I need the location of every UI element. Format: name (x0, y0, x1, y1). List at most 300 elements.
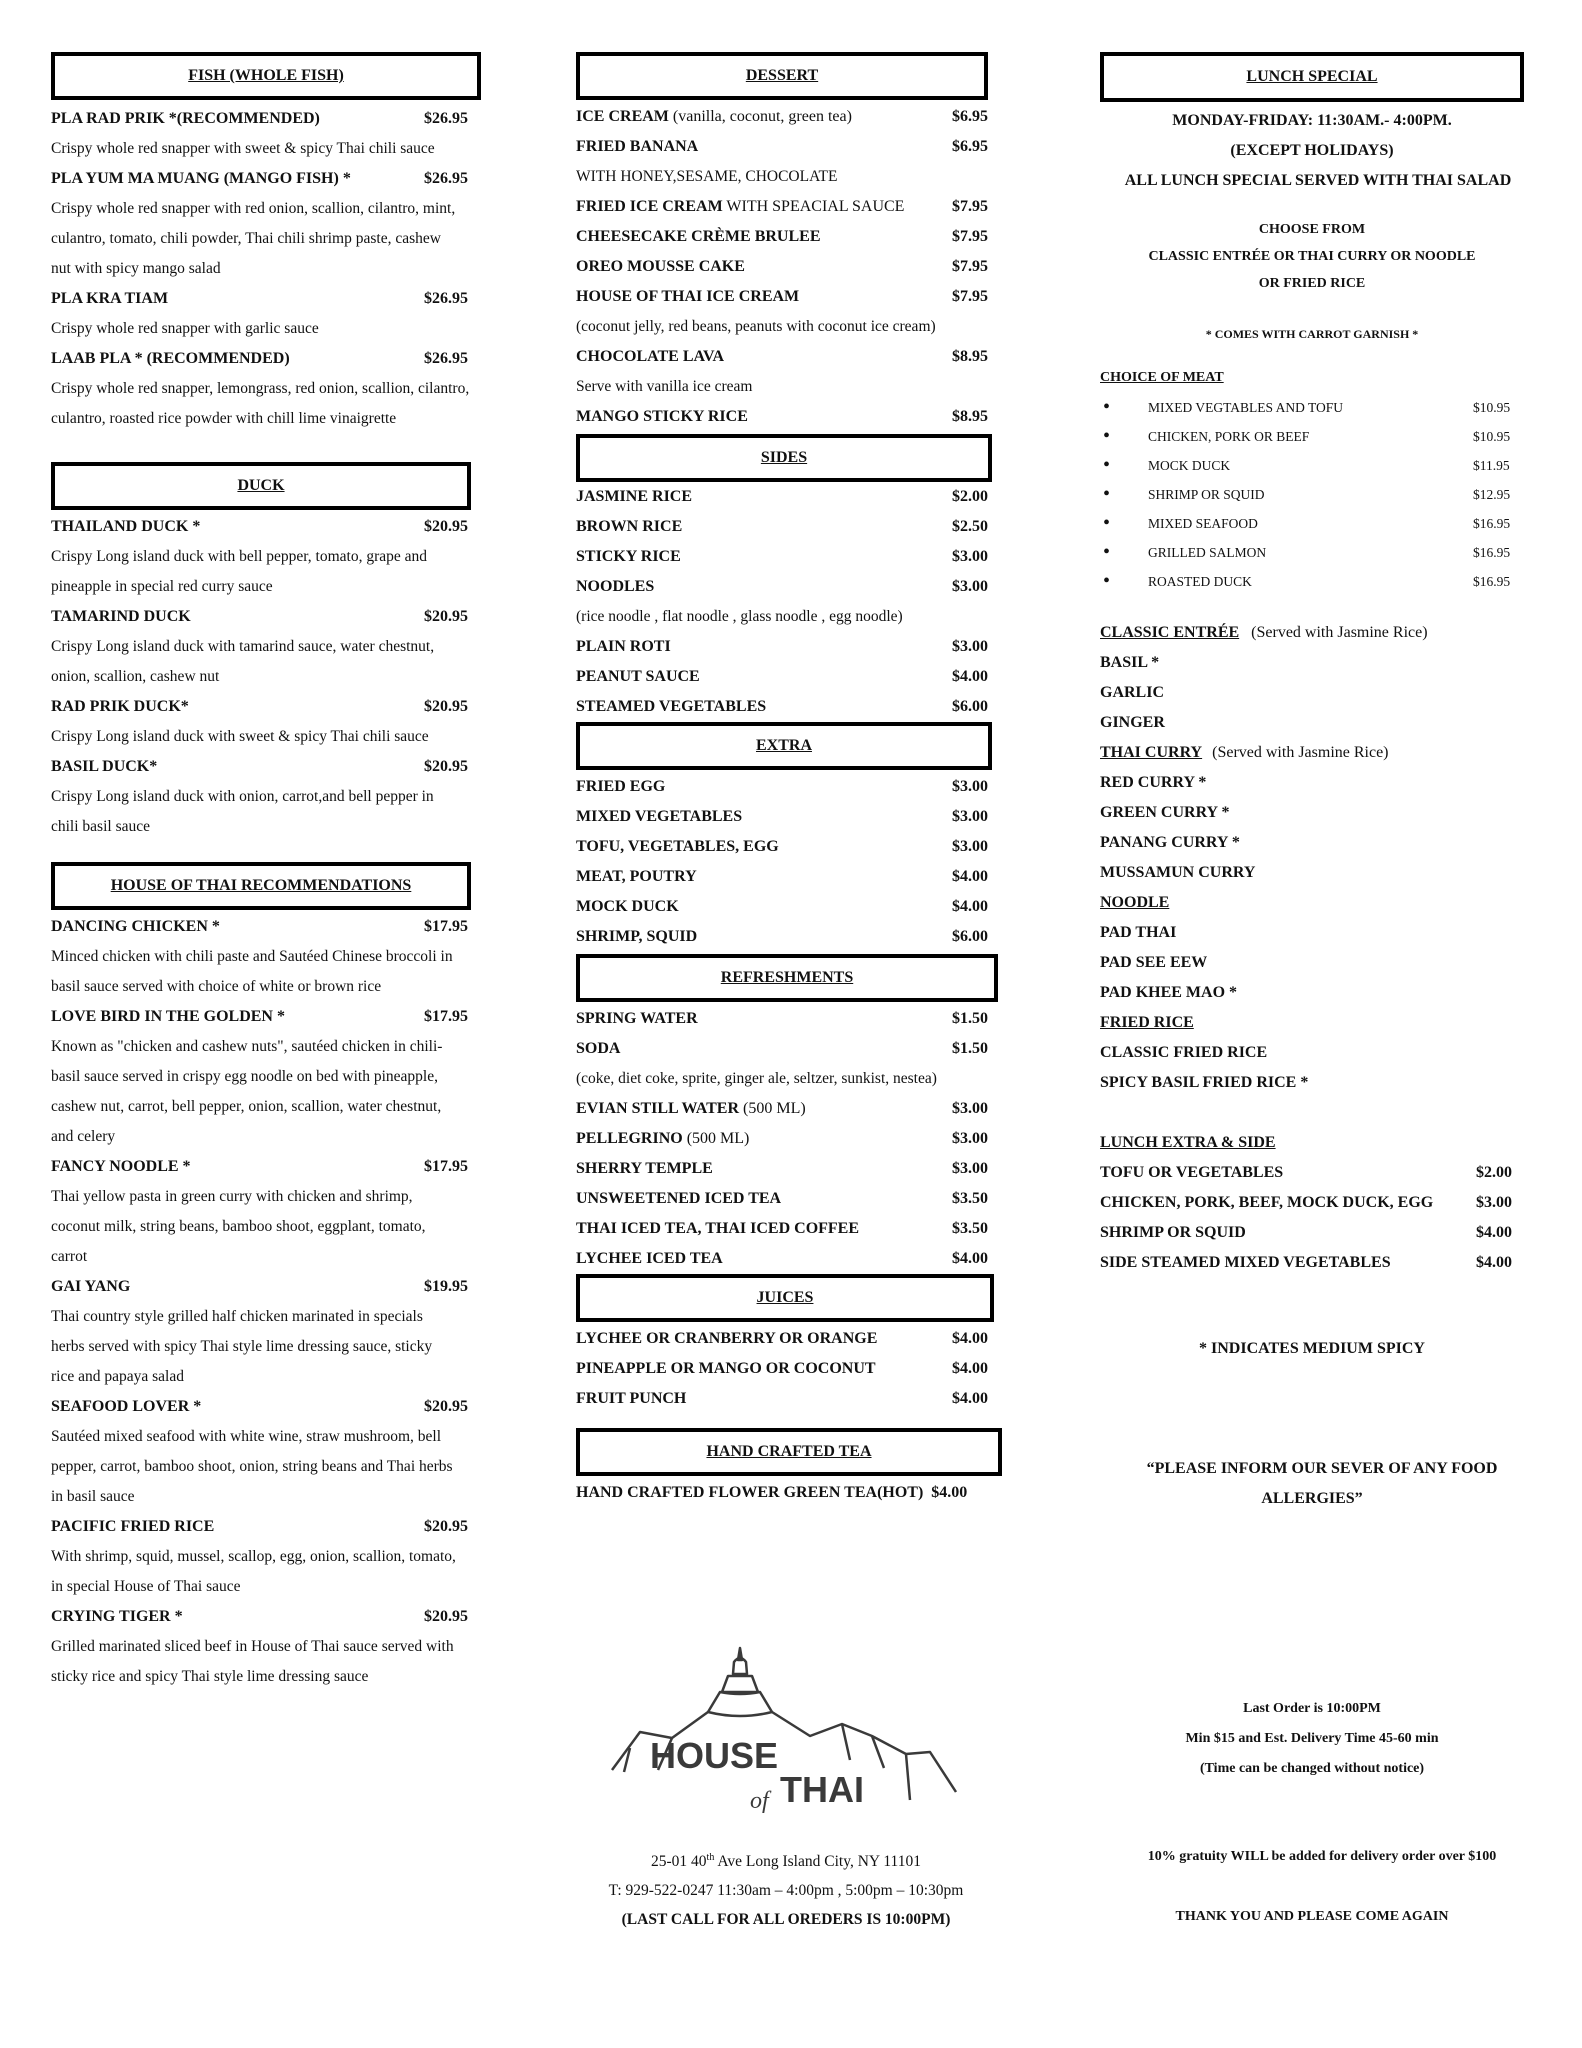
menu-item-note: (vanilla, coconut, green tea) (668, 108, 852, 125)
gratuity-note: 10% gratuity WILL be added for delivery order over $100 (1147, 1849, 1497, 1864)
menu-item-row (576, 222, 988, 252)
menu-item-name: LYCHEE ICED TEA (576, 1250, 723, 1267)
menu-item-row (51, 512, 501, 542)
juices-header: JUICES (576, 1274, 994, 1322)
menu-item-name: BROWN RICE (576, 518, 683, 535)
menu-item-row (51, 1602, 501, 1632)
menu-item-description: WITH HONEY,SESAME, CHOCOLATE (576, 168, 838, 185)
lunch-option-name: BASIL * (1100, 654, 1160, 671)
sides-header: SIDES (576, 434, 992, 482)
lunch-option (1100, 1038, 1520, 1068)
menu-item-price: $17.95 (424, 918, 468, 935)
address-line (576, 1852, 996, 1871)
lunch-choose: CHOOSE FROM (1258, 222, 1366, 237)
meat-option (1100, 393, 1520, 422)
menu-item-row (576, 282, 988, 312)
menu-item-description: in basil sauce (51, 1488, 135, 1505)
menu-item-price: $3.00 (952, 1160, 988, 1177)
lunch-hours: MONDAY-FRIDAY: 11:30AM.- 4:00PM. (1172, 112, 1452, 129)
noodle-title-row (1100, 888, 1520, 918)
dessert-header: DESSERT (576, 52, 988, 100)
lunch-option-name: MUSSAMUN CURRY (1100, 864, 1256, 881)
lunch-choose-3: OR FRIED RICE (1258, 276, 1366, 291)
menu-item-name: SHRIMP, SQUID (576, 928, 698, 945)
lunch-option (1100, 828, 1520, 858)
right-column (1100, 52, 1520, 1932)
menu-item-row (51, 912, 501, 942)
menu-item-price: $20.95 (424, 608, 468, 625)
menu-item-name: LAAB PLA * (RECOMMENDED) (51, 350, 290, 367)
thank-you: THANK YOU AND PLEASE COME AGAIN (1175, 1909, 1449, 1924)
menu-item-description: pepper, carrot, bamboo shoot, onion, string beans and Thai herbs (51, 1458, 453, 1475)
lunch-option (1100, 918, 1520, 948)
menu-item-price: $20.95 (424, 1398, 468, 1415)
menu-item-row (576, 192, 988, 222)
menu-item-price: $6.00 (952, 698, 988, 715)
menu-item-name: TOFU, VEGETABLES, EGG (576, 838, 779, 855)
menu-item-row (576, 102, 988, 132)
lunch-option-name: GARLIC (1100, 684, 1165, 701)
lunch-extra-row (1100, 1188, 1512, 1218)
menu-item-description: Crispy whole red snapper with sweet & spicy Thai chili sauce (51, 140, 435, 157)
fried-rice-title: FRIED RICE (1100, 1014, 1194, 1031)
lunch-extra-row (1100, 1218, 1512, 1248)
extra-header: EXTRA (576, 722, 992, 770)
menu-item-row (576, 1184, 988, 1214)
meat-option (1100, 451, 1520, 480)
lunch-garnish: * COMES WITH CARROT GARNISH * (1205, 327, 1419, 341)
menu-item-description: (coke, diet coke, sprite, ginger ale, seltzer, sunkist, nestea) (576, 1070, 937, 1087)
menu-item-price: $3.00 (952, 778, 988, 795)
lunch-option-name: PAD SEE EEW (1100, 954, 1208, 971)
menu-item-row (576, 1478, 988, 1508)
menu-item-price: $26.95 (424, 170, 468, 187)
menu-item-price: $6.95 (952, 138, 988, 155)
meat-name: CHICKEN, PORK OR BEEF (1148, 428, 1310, 444)
menu-item-price: $1.50 (952, 1040, 988, 1057)
menu-item-name: SHERRY TEMPLE (576, 1160, 713, 1177)
fried-rice-title-row (1100, 1008, 1520, 1038)
menu-item-row (51, 602, 501, 632)
menu-item-row (576, 1154, 988, 1184)
lunch-option (1100, 678, 1520, 708)
menu-item-description: herbs served with spicy Thai style lime dressing sauce, sticky (51, 1338, 433, 1355)
meat-name: ROASTED DUCK (1148, 573, 1252, 589)
menu-item-name: STICKY RICE (576, 548, 681, 565)
menu-item-name: THAI ICED TEA, THAI ICED COFFEE (576, 1220, 860, 1237)
allergy-note-2: ALLERGIES” (1261, 1490, 1363, 1507)
menu-item-description: Known as "chicken and cashew nuts", sautéed chicken in chili- (51, 1038, 443, 1055)
menu-item-row (576, 542, 988, 572)
menu-item-description: and celery (51, 1128, 116, 1145)
menu-item-price: $4.00 (952, 868, 988, 885)
menu-item-row (576, 1034, 988, 1064)
menu-item-name: GAI YANG (51, 1278, 131, 1295)
menu-item-price: $26.95 (424, 290, 468, 307)
menu-item-name: FRIED BANANA (576, 138, 699, 155)
menu-item-row (51, 1152, 501, 1182)
meat-price: $11.95 (1473, 457, 1510, 473)
lunch-info (1100, 106, 1524, 349)
menu-item-description: basil sauce served with choice of white or brown rice (51, 978, 382, 995)
recommendations-header: HOUSE OF THAI RECOMMENDATIONS (51, 862, 471, 910)
menu-item-price: $4.00 (952, 898, 988, 915)
thai-curry-note: (Served with Jasmine Rice) (1212, 744, 1389, 761)
menu-item-description: Thai country style grilled half chicken marinated in specials (51, 1308, 423, 1325)
lunch-option (1100, 948, 1520, 978)
menu-item-price: $3.00 (952, 548, 988, 565)
menu-item-description: (rice noodle , flat noodle , glass noodle , egg noodle) (576, 608, 903, 625)
menu-item-name: HAND CRAFTED FLOWER GREEN TEA(HOT) (576, 1484, 924, 1501)
lunch-extra-price: $2.00 (1476, 1164, 1512, 1181)
lunch-extra-name: CHICKEN, PORK, BEEF, MOCK DUCK, EGG (1100, 1194, 1434, 1211)
menu-item-description: Serve with vanilla ice cream (576, 378, 753, 395)
bullet-icon: • (1103, 541, 1111, 563)
lunch-salad: ALL LUNCH SPECIAL SERVED WITH THAI SALAD (1124, 172, 1512, 189)
menu-item-note: WITH SPEACIAL SAUCE (722, 198, 905, 215)
noodle-list (1100, 918, 1520, 1008)
menu-item-row (51, 1002, 501, 1032)
classic-entree-title: CLASSIC ENTRÉE (1100, 624, 1240, 641)
menu-item-name: MOCK DUCK (576, 898, 679, 915)
last-order: Last Order is 10:00PM (1243, 1701, 1381, 1716)
lunch-header: LUNCH SPECIAL (1100, 52, 1524, 102)
menu-item-row (576, 512, 988, 542)
menu-item-name: LYCHEE OR CRANBERRY OR ORANGE (576, 1330, 878, 1347)
last-call: (LAST CALL FOR ALL OREDERS IS 10:00PM) (621, 1911, 951, 1928)
menu-item-price: $3.00 (952, 808, 988, 825)
fish-list (51, 104, 501, 434)
menu-item-row (576, 402, 988, 432)
menu-item-price: $4.00 (952, 1360, 988, 1377)
menu-item-row (51, 1512, 501, 1542)
refreshments-list (576, 1004, 988, 1274)
lunch-extra-name: SIDE STEAMED MIXED VEGETABLES (1100, 1254, 1391, 1271)
lunch-option (1100, 708, 1520, 738)
menu-item-note: (500 ML) (682, 1130, 750, 1147)
menu-item-price: $4.00 (931, 1484, 968, 1501)
menu-item-price: $3.50 (952, 1220, 988, 1237)
menu-item-price: $4.00 (952, 1250, 988, 1267)
meat-name: MIXED SEAFOOD (1148, 515, 1258, 531)
menu-item-row (576, 1094, 988, 1124)
menu-item-row (576, 692, 988, 722)
menu-item-price: $3.00 (952, 838, 988, 855)
menu-item-description: (coconut jelly, red beans, peanuts with coconut ice cream) (576, 318, 936, 335)
menu-item-price: $7.95 (952, 258, 988, 275)
logo-of: of (750, 1788, 769, 1814)
meat-option (1100, 509, 1520, 538)
bullet-icon: • (1103, 570, 1111, 592)
menu-item-description: Crispy Long island duck with onion, carrot,and bell pepper in (51, 788, 434, 805)
menu-item-price: $19.95 (424, 1278, 468, 1295)
menu-item-description: Crispy whole red snapper with garlic sauce (51, 320, 319, 337)
menu-item-row (576, 1384, 988, 1414)
bullet-icon: • (1103, 512, 1111, 534)
menu-item-description: With shrimp, squid, mussel, scallop, egg, onion, scallion, tomato, (51, 1548, 456, 1565)
menu-item-price: $17.95 (424, 1008, 468, 1025)
menu-item-row (51, 344, 501, 374)
lunch-option-name: GREEN CURRY * (1100, 804, 1230, 821)
meat-name: MIXED VEGTABLES AND TOFU (1148, 399, 1344, 415)
menu-item-description: Crispy Long island duck with bell pepper, tomato, grape and (51, 548, 428, 565)
menu-item-description: Crispy whole red snapper with red onion, scallion, cilantro, mint, (51, 200, 456, 217)
menu-item-price: $7.95 (952, 288, 988, 305)
menu-item-name: NOODLES (576, 578, 655, 595)
tea-header: HAND CRAFTED TEA (576, 1428, 1002, 1476)
lunch-option (1100, 858, 1520, 888)
menu-item-name: CRYING TIGER * (51, 1608, 183, 1625)
meat-name: SHRIMP OR SQUID (1148, 486, 1265, 502)
rice-list (1100, 1038, 1520, 1098)
lunch-option-name: SPICY BASIL FRIED RICE * (1100, 1074, 1309, 1091)
lunch-except: (EXCEPT HOLIDAYS) (1230, 142, 1394, 159)
menu-item-description: Crispy Long island duck with tamarind sauce, water chestnut, (51, 638, 435, 655)
menu-item-name: CHOCOLATE LAVA (576, 348, 725, 365)
menu-item-row (576, 832, 988, 862)
lunch-choose-2: CLASSIC ENTRÉE OR THAI CURRY OR NOODLE (1148, 249, 1476, 264)
lunch-extra-name: SHRIMP OR SQUID (1100, 1224, 1246, 1241)
tea-list (576, 1478, 988, 1508)
lunch-option (1100, 798, 1520, 828)
noodle-title: NOODLE (1100, 894, 1170, 911)
lunch-extra-row (1100, 1158, 1512, 1188)
address-street: 25-01 40 (651, 1853, 707, 1871)
lunch-extra-title-row (1100, 1128, 1520, 1158)
menu-item-name: PACIFIC FRIED RICE (51, 1518, 215, 1535)
menu-item-name: FRIED ICE CREAM (576, 198, 723, 215)
meat-price: $16.95 (1473, 515, 1511, 531)
logo-house: HOUSE (650, 1735, 779, 1776)
bullet-icon: • (1103, 454, 1111, 476)
menu-item-price: $20.95 (424, 518, 468, 535)
lunch-option-name: PANANG CURRY * (1100, 834, 1240, 851)
time-change-note: (Time can be changed without notice) (1199, 1761, 1425, 1776)
menu-item-row (51, 752, 501, 782)
recommendations-list (51, 912, 501, 1692)
meat-list (1100, 393, 1520, 596)
menu-item-row (576, 342, 988, 372)
menu-item-description: culantro, roasted rice powder with chill lime vinaigrette (51, 410, 397, 427)
menu-item-row (576, 1324, 988, 1354)
menu-item-row (576, 252, 988, 282)
menu-item-price: $7.95 (952, 228, 988, 245)
menu-item-name: BASIL DUCK* (51, 758, 158, 775)
menu-item-description: coconut milk, string beans, bamboo shoot, eggplant, tomato, (51, 1218, 426, 1235)
menu-item-row (51, 1272, 501, 1302)
menu-item-description: Grilled marinated sliced beef in House of Thai sauce served with (51, 1638, 454, 1655)
menu-item-name: SEAFOOD LOVER * (51, 1398, 202, 1415)
menu-item-name: OREO MOUSSE CAKE (576, 258, 745, 275)
lunch-option-name: PAD THAI (1100, 924, 1177, 941)
menu-item-name: SODA (576, 1040, 621, 1057)
menu-item-name: STEAMED VEGETABLES (576, 698, 767, 715)
menu-item-price: $20.95 (424, 1608, 468, 1625)
lunch-extra-list (1100, 1158, 1512, 1278)
address-city: Ave Long Island City, NY 11101 (714, 1853, 921, 1871)
menu-item-price: $6.95 (952, 108, 988, 125)
lunch-option-name: PAD KHEE MAO * (1100, 984, 1238, 1001)
menu-item-description: carrot (51, 1248, 88, 1265)
menu-item-price: $2.50 (952, 518, 988, 535)
meat-name: GRILLED SALMON (1148, 544, 1267, 560)
menu-item-row (51, 1392, 501, 1422)
menu-item-name: PELLEGRINO (576, 1130, 683, 1147)
menu-item-description: culantro, tomato, chili powder, Thai chili shrimp paste, cashew (51, 230, 441, 247)
menu-item-description: pineapple in special red curry sauce (51, 578, 273, 595)
lunch-extra-price: $3.00 (1476, 1194, 1512, 1211)
lunch-option (1100, 768, 1520, 798)
menu-item-name: FRUIT PUNCH (576, 1390, 687, 1407)
menu-item-name: FRIED EGG (576, 778, 666, 795)
house-of-thai-logo (610, 1640, 960, 1840)
thai-curry-title-row (1100, 738, 1520, 768)
lunch-option (1100, 648, 1520, 678)
menu-item-description: Crispy whole red snapper, lemongrass, red onion, scallion, cilantro, (51, 380, 470, 397)
classic-list (1100, 648, 1520, 738)
menu-item-name: MEAT, POUTRY (576, 868, 697, 885)
menu-item-description: Minced chicken with chili paste and Sautéed Chinese broccoli in (51, 948, 453, 965)
menu-item-name: SPRING WATER (576, 1010, 698, 1027)
menu-item-row (576, 862, 988, 892)
menu-item-row (51, 164, 501, 194)
meat-option (1100, 422, 1520, 451)
menu-item-name: HOUSE OF THAI ICE CREAM (576, 288, 800, 305)
refreshments-header: REFRESHMENTS (576, 954, 998, 1002)
meat-price: $10.95 (1473, 428, 1511, 444)
extra-list (576, 772, 988, 952)
menu-item-price: $3.00 (952, 1100, 988, 1117)
menu-item-row (576, 802, 988, 832)
menu-item-name: RAD PRIK DUCK* (51, 698, 189, 715)
menu-item-name: LOVE BIRD IN THE GOLDEN * (51, 1008, 285, 1025)
lunch-option-name: CLASSIC FRIED RICE (1100, 1044, 1268, 1061)
menu-item-price: $26.95 (424, 110, 468, 127)
menu-item-row (576, 1124, 988, 1154)
logo-thai: THAI (780, 1769, 864, 1810)
menu-item-row (576, 1354, 988, 1384)
menu-item-description: basil sauce served in crispy egg noodle on bed with pineapple, (51, 1068, 438, 1085)
menu-item-price: $20.95 (424, 758, 468, 775)
bullet-icon: • (1103, 396, 1111, 418)
menu-item-price: $3.00 (952, 1130, 988, 1147)
menu-item-description: cashew nut, carrot, bell pepper, onion, scallion, water chestnut, (51, 1098, 442, 1115)
menu-item-price: $8.95 (952, 348, 988, 365)
menu-item-note: (500 ML) (739, 1100, 806, 1117)
meat-name: MOCK DUCK (1148, 457, 1231, 473)
menu-item-row (51, 692, 501, 722)
menu-item-price: $6.00 (952, 928, 988, 945)
menu-item-row (576, 892, 988, 922)
menu-item-row (576, 922, 988, 952)
lunch-option (1100, 978, 1520, 1008)
delivery-min: Min $15 and Est. Delivery Time 45-60 min (1185, 1731, 1439, 1746)
menu-item-price: $7.95 (952, 198, 988, 215)
curry-list (1100, 768, 1520, 888)
menu-item-name: MANGO STICKY RICE (576, 408, 748, 425)
menu-item-price: $4.00 (952, 1390, 988, 1407)
classic-entree-note: (Served with Jasmine Rice) (1251, 624, 1428, 641)
menu-item-row (576, 1004, 988, 1034)
thai-curry-title: THAI CURRY (1100, 744, 1203, 761)
lunch-extra-title: LUNCH EXTRA & SIDE (1100, 1134, 1276, 1151)
menu-item-name: ICE CREAM (576, 108, 669, 125)
menu-item-description: Crispy Long island duck with sweet & spicy Thai chili sauce (51, 728, 429, 745)
menu-item-name: PEANUT SAUCE (576, 668, 700, 685)
menu-item-description: in special House of Thai sauce (51, 1578, 241, 1595)
menu-item-name: CHEESECAKE CRÈME BRULEE (576, 228, 821, 245)
menu-item-row (576, 132, 988, 162)
menu-item-price: $3.00 (952, 638, 988, 655)
menu-item-row (576, 772, 988, 802)
menu-item-description: Sautéed mixed seafood with white wine, straw mushroom, bell (51, 1428, 442, 1445)
menu-item-row (576, 632, 988, 662)
menu-item-price: $3.00 (952, 578, 988, 595)
menu-item-description: nut with spicy mango salad (51, 260, 221, 277)
fish-header: FISH (WHOLE FISH) (51, 52, 481, 100)
menu-item-row (576, 482, 988, 512)
menu-item-row (576, 572, 988, 602)
meat-option (1100, 480, 1520, 509)
menu-item-price: $3.50 (952, 1190, 988, 1207)
menu-item-price: $20.95 (424, 698, 468, 715)
menu-item-name: PLAIN ROTI (576, 638, 671, 655)
menu-item-row (576, 1244, 988, 1274)
menu-item-price: $2.00 (952, 488, 988, 505)
menu-item-name: TAMARIND DUCK (51, 608, 191, 625)
middle-column (576, 52, 996, 1508)
meat-option (1100, 567, 1520, 596)
meat-price: $12.95 (1473, 486, 1511, 502)
menu-item-description: rice and papaya salad (51, 1368, 184, 1385)
meat-option (1100, 538, 1520, 567)
menu-item-price: $4.00 (952, 668, 988, 685)
lunch-option-name: RED CURRY * (1100, 774, 1207, 791)
choice-of-meat-title: CHOICE OF MEAT (1100, 370, 1224, 385)
menu-item-name: UNSWEETENED ICED TEA (576, 1190, 782, 1207)
menu-item-name: PLA RAD PRIK *(RECOMMENDED) (51, 110, 320, 127)
menu-item-row (576, 1214, 988, 1244)
bullet-icon: • (1103, 425, 1111, 447)
menu-item-name: MIXED VEGETABLES (576, 808, 743, 825)
menu-item-description: chili basil sauce (51, 818, 150, 835)
menu-item-row (51, 104, 501, 134)
lunch-extra-name: TOFU OR VEGETABLES (1100, 1164, 1284, 1181)
lunch-extra-price: $4.00 (1476, 1254, 1512, 1271)
menu-item-price: $26.95 (424, 350, 468, 367)
meat-price: $10.95 (1473, 399, 1511, 415)
lunch-extra-row (1100, 1248, 1512, 1278)
menu-item-row (576, 662, 988, 692)
duck-list (51, 512, 501, 842)
address-sup: th (706, 1852, 715, 1863)
menu-item-row (51, 284, 501, 314)
menu-item-price: $8.95 (952, 408, 988, 425)
menu-item-name: JASMINE RICE (576, 488, 693, 505)
menu-item-name: PLA YUM MA MUANG (MANGO FISH) * (51, 170, 351, 187)
left-column (51, 52, 501, 1692)
menu-item-name: PINEAPPLE OR MANGO OR COCONUT (576, 1360, 876, 1377)
menu-item-name: EVIAN STILL WATER (576, 1100, 740, 1117)
menu-item-price: $17.95 (424, 1158, 468, 1175)
menu-item-price: $4.00 (952, 1330, 988, 1347)
phone-hours: T: 929-522-0247 11:30am – 4:00pm , 5:00pm – 10:30pm (608, 1882, 964, 1899)
lunch-extra-price: $4.00 (1476, 1224, 1512, 1241)
lunch-option-name: GINGER (1100, 714, 1165, 731)
lunch-option (1100, 1068, 1520, 1098)
meat-price: $16.95 (1473, 544, 1511, 560)
menu-item-description: sticky rice and spicy Thai style lime dressing sauce (51, 1668, 369, 1685)
